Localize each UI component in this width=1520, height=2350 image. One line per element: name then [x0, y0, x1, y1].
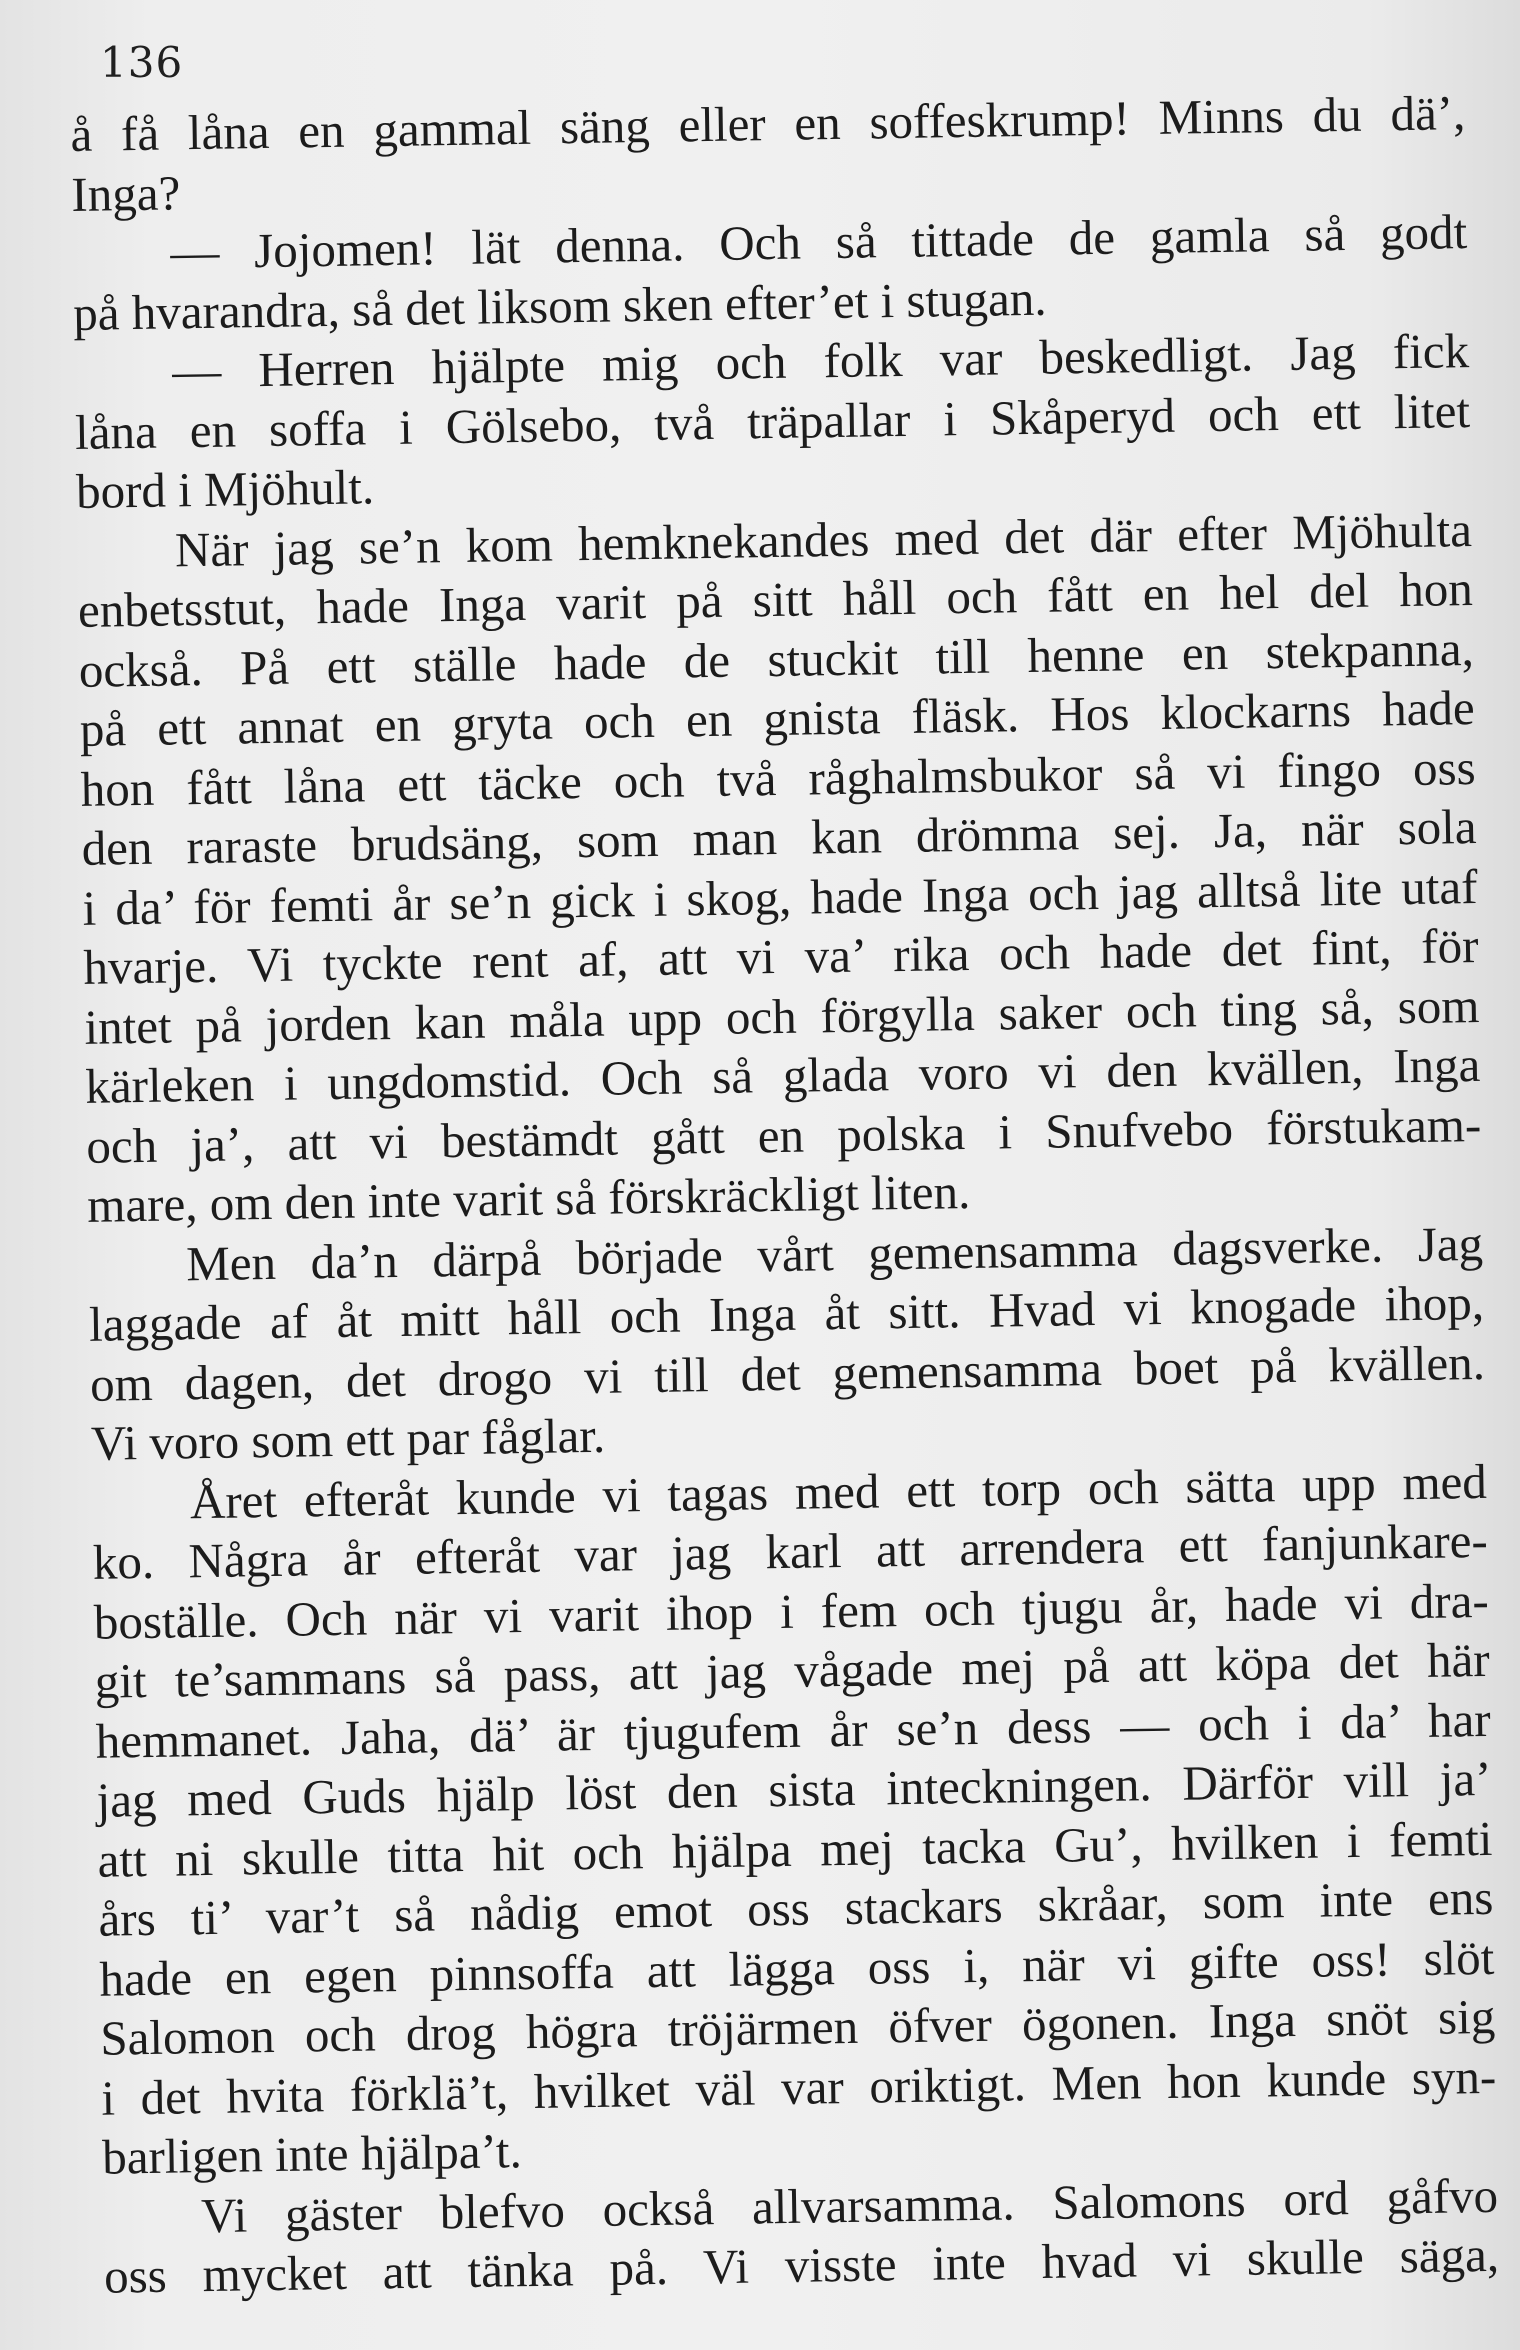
text-line: laggade af åt mitt håll och Inga åt sitt. Hvad vi knogade ihop,: [88, 1274, 1485, 1352]
text-line: Vi gäster blefvo också allvarsamma. Salomons ord gåfvo: [200, 2167, 1499, 2243]
text-line: oss mycket att tänka på. Vi visste inte hvad vi skulle säga,: [103, 2226, 1500, 2304]
text-line: och ja’, att vi bestämdt gått en polska i Snufvebo förstukam-: [85, 1096, 1482, 1174]
text-line: på hvarandra, så det liksom sken efter’et i stugan.: [72, 270, 1047, 341]
text-line: — Herren hjälpte mig och folk var beskedligt. Jag fick: [171, 323, 1470, 399]
text-line: i det hvita förklä’t, hvilket väl var oriktigt. Men hon kunde syn-: [100, 2048, 1497, 2126]
text-line: — Jojomen! lät denna. Och så tittade de gamla så godt: [169, 204, 1468, 280]
text-line: att ni skulle titta hit och hjälpa mej tacka Gu’, hvilken i femti: [97, 1810, 1493, 1888]
text-line: När jag se’n kom hemknekandes med det där efter Mjöhulta: [174, 501, 1473, 577]
text-line: års ti’ var’t så nådig emot oss stackars skråar, som inte ens: [98, 1869, 1494, 1947]
text-line: på ett annat en gryta och en gnista fläsk. Hos klockarns hade: [79, 680, 1476, 757]
text-line: hade en egen pinnsoffa att lägga oss i, när vi gifte oss! slöt: [99, 1929, 1495, 2007]
text-line: git te’sammans så pass, att jag vågade mej på att köpa det här: [94, 1631, 1491, 1709]
text-line: boställe. Och när vi varit ihop i fem och tjugu år, hade vi dra-: [93, 1572, 1490, 1650]
text-line: hon fått låna ett täcke och två råghalmsbukor så vi fingo oss: [80, 739, 1477, 817]
text-line: Inga?: [70, 164, 181, 222]
text-line: mare, om den inte varit så förskräckligt liten.: [86, 1163, 971, 1233]
text-line: också. På ett ställe hade de stuckit till henne en stekpanna,: [78, 620, 1475, 698]
text-line: intet på jorden kan måla upp och förgylla saker och ting så, som: [84, 977, 1480, 1055]
text-line: låna en soffa i Gölsebo, två träpallar i Skåperyd och ett litet: [74, 382, 1471, 460]
text-line: Året efteråt kunde vi tagas med ett torp och sätta upp med: [189, 1453, 1488, 1529]
text-line: hemmanet. Jaha, dä’ är tjugufem år se’n dess — och i da’ har: [95, 1691, 1491, 1769]
text-line: hvarje. Vi tyckte rent af, att vi va’ rika och hade det fint, för: [83, 917, 1479, 995]
text-line: Vi voro som ett par fåglar.: [90, 1407, 606, 1471]
text-line: enbetsstut, hade Inga varit på sitt håll och fått en hel del hon: [77, 561, 1474, 638]
text-line: Salomon och drog högra tröjärmen öfver ögonen. Inga snöt sig: [99, 1988, 1496, 2066]
text-line: jag med Guds hjälp löst den sista inteckningen. Därför vill ja’: [96, 1750, 1492, 1828]
text-line: om dagen, det drogo vi till det gemensamma boet på kvällen.: [89, 1334, 1486, 1412]
body-text: [70, 83, 1499, 2306]
text-line: Men da’n därpå började vårt gemensamma dagsverke. Jag: [185, 1215, 1484, 1291]
text-line: ko. Några år efteråt var jag karl att arrendera ett fanjunkare-: [92, 1512, 1489, 1590]
text-line: barligen inte hjälpa’t.: [101, 2123, 523, 2185]
page-number: 136: [100, 38, 184, 87]
text-line: kärleken i ungdomstid. Och så glada voro vi den kvällen, Inga: [84, 1036, 1481, 1114]
text-line: den raraste brudsäng, som man kan drömma sej. Ja, när sola: [81, 798, 1477, 876]
text-line: i da’ för femti år se’n gick i skog, hade Inga och jag alltså lite utaf: [82, 858, 1478, 936]
text-line: bord i Mjöhult.: [75, 459, 375, 519]
text-line: å få låna en gammal säng eller en soffeskrump! Minns du dä’,: [70, 85, 1466, 162]
